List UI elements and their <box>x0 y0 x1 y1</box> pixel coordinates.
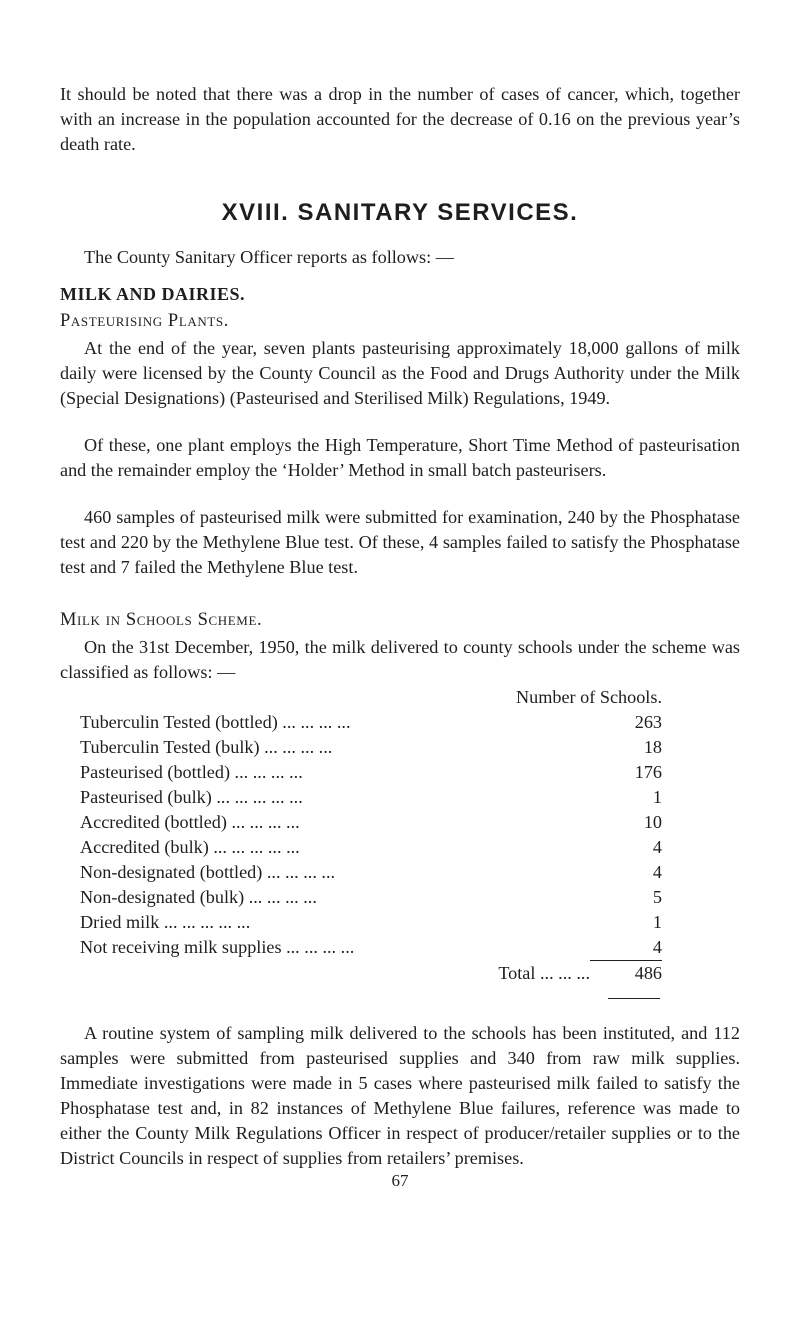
intro-line: The County Sanitary Officer reports as follows: — <box>84 247 454 267</box>
plants-paragraph-3: 460 samples of pasteurised milk were submitted for examination, 240 by the Phosphatase test and 220 by the Methylene Blue test. Of these, 4 samples failed to satisfy the Phosphatase test and 7 failed the Methylene Blue test. <box>60 507 740 577</box>
table-row <box>80 860 662 885</box>
table-row <box>80 910 662 935</box>
total-underline <box>608 998 660 999</box>
table-row <box>80 885 662 910</box>
pasteurising-plants-heading: Pasteurising Plants. <box>60 311 229 331</box>
row-value: 4 <box>652 862 662 882</box>
page-number: 67 <box>391 1171 409 1190</box>
row-value: 4 <box>652 937 662 957</box>
row-value: 1 <box>652 787 662 807</box>
row-label: Not receiving milk supplies ... ... ... ... <box>80 937 355 958</box>
total-value: 486 <box>590 961 662 987</box>
row-label: Pasteurised (bottled) ... ... ... ... <box>80 762 303 782</box>
row-label: Tuberculin Tested (bottled) ... ... ... ... <box>80 712 351 732</box>
row-value: 176 <box>634 762 662 782</box>
total-row <box>80 961 662 987</box>
routine-sampling-paragraph: A routine system of sampling milk delivered to the schools has been instituted, and 112 samples were submitted from pasteurised supplies and 340 from raw milk supplies. Immediate investigations were made in 5 cases where pasteurised milk failed to satisfy the Phosphatase test and, in 82 instances of Methylene Blue failures, reference was made to either the County Milk Regulations Officer in respect of producer/retailer supplies or to the District Councils in respect of supplies from retailers’ premises. <box>60 1023 740 1168</box>
plants-paragraph-1: At the end of the year, seven plants pasteurising approximately 18,000 gallons of milk daily were licensed by the County Council as the Food and Drugs Authority under the Milk (Special Designations) (Pasteurised and Sterilised Milk) Regulations, 1949. <box>60 338 740 408</box>
table-row <box>80 810 662 835</box>
section-title: XVIII. SANITARY SERVICES. <box>221 199 579 226</box>
total-label: Total ... ... ... <box>498 962 590 983</box>
row-label: Tuberculin Tested (bulk) ... ... ... ... <box>80 737 333 757</box>
table-row <box>80 760 662 785</box>
document-page <box>60 82 740 1191</box>
table-row <box>80 835 662 860</box>
row-label: Non-designated (bulk) ... ... ... ... <box>80 887 317 907</box>
column-header: Number of Schools. <box>516 687 662 707</box>
row-value: 10 <box>643 812 662 832</box>
row-label: Pasteurised (bulk) ... ... ... ... ... <box>80 787 303 807</box>
milk-in-schools-heading: Milk in Schools Scheme. <box>60 610 263 630</box>
row-value: 5 <box>652 887 662 907</box>
row-label: Accredited (bulk) ... ... ... ... ... <box>80 837 300 857</box>
table-row <box>80 785 662 810</box>
table-row <box>80 710 662 735</box>
schools-intro-paragraph: On the 31st December, 1950, the milk delivered to county schools under the scheme was classified as follows: — <box>60 637 740 682</box>
row-value: 263 <box>634 712 662 732</box>
row-label: Accredited (bottled) ... ... ... ... <box>80 812 300 832</box>
milk-dairies-heading: MILK AND DAIRIES. <box>60 284 246 304</box>
table-row <box>80 735 662 760</box>
row-label: Dried milk ... ... ... ... ... <box>80 912 251 932</box>
table-row <box>80 935 662 961</box>
table-header-row <box>80 685 662 710</box>
cancer-note-paragraph: It should be noted that there was a drop in the number of cases of cancer, which, together with an increase in the population accounted for the decrease of 0.16 on the previous year’s death rate. <box>60 84 740 154</box>
row-value: 18 <box>643 737 662 757</box>
row-value: 4 <box>652 837 662 857</box>
schools-table <box>80 685 662 986</box>
row-label: Non-designated (bottled) ... ... ... ... <box>80 862 336 882</box>
plants-paragraph-2: Of these, one plant employs the High Temperature, Short Time Method of pasteurisation and the remainder employ the ‘Holder’ Method in small batch pasteurisers. <box>60 435 740 480</box>
row-value: 1 <box>652 912 662 932</box>
